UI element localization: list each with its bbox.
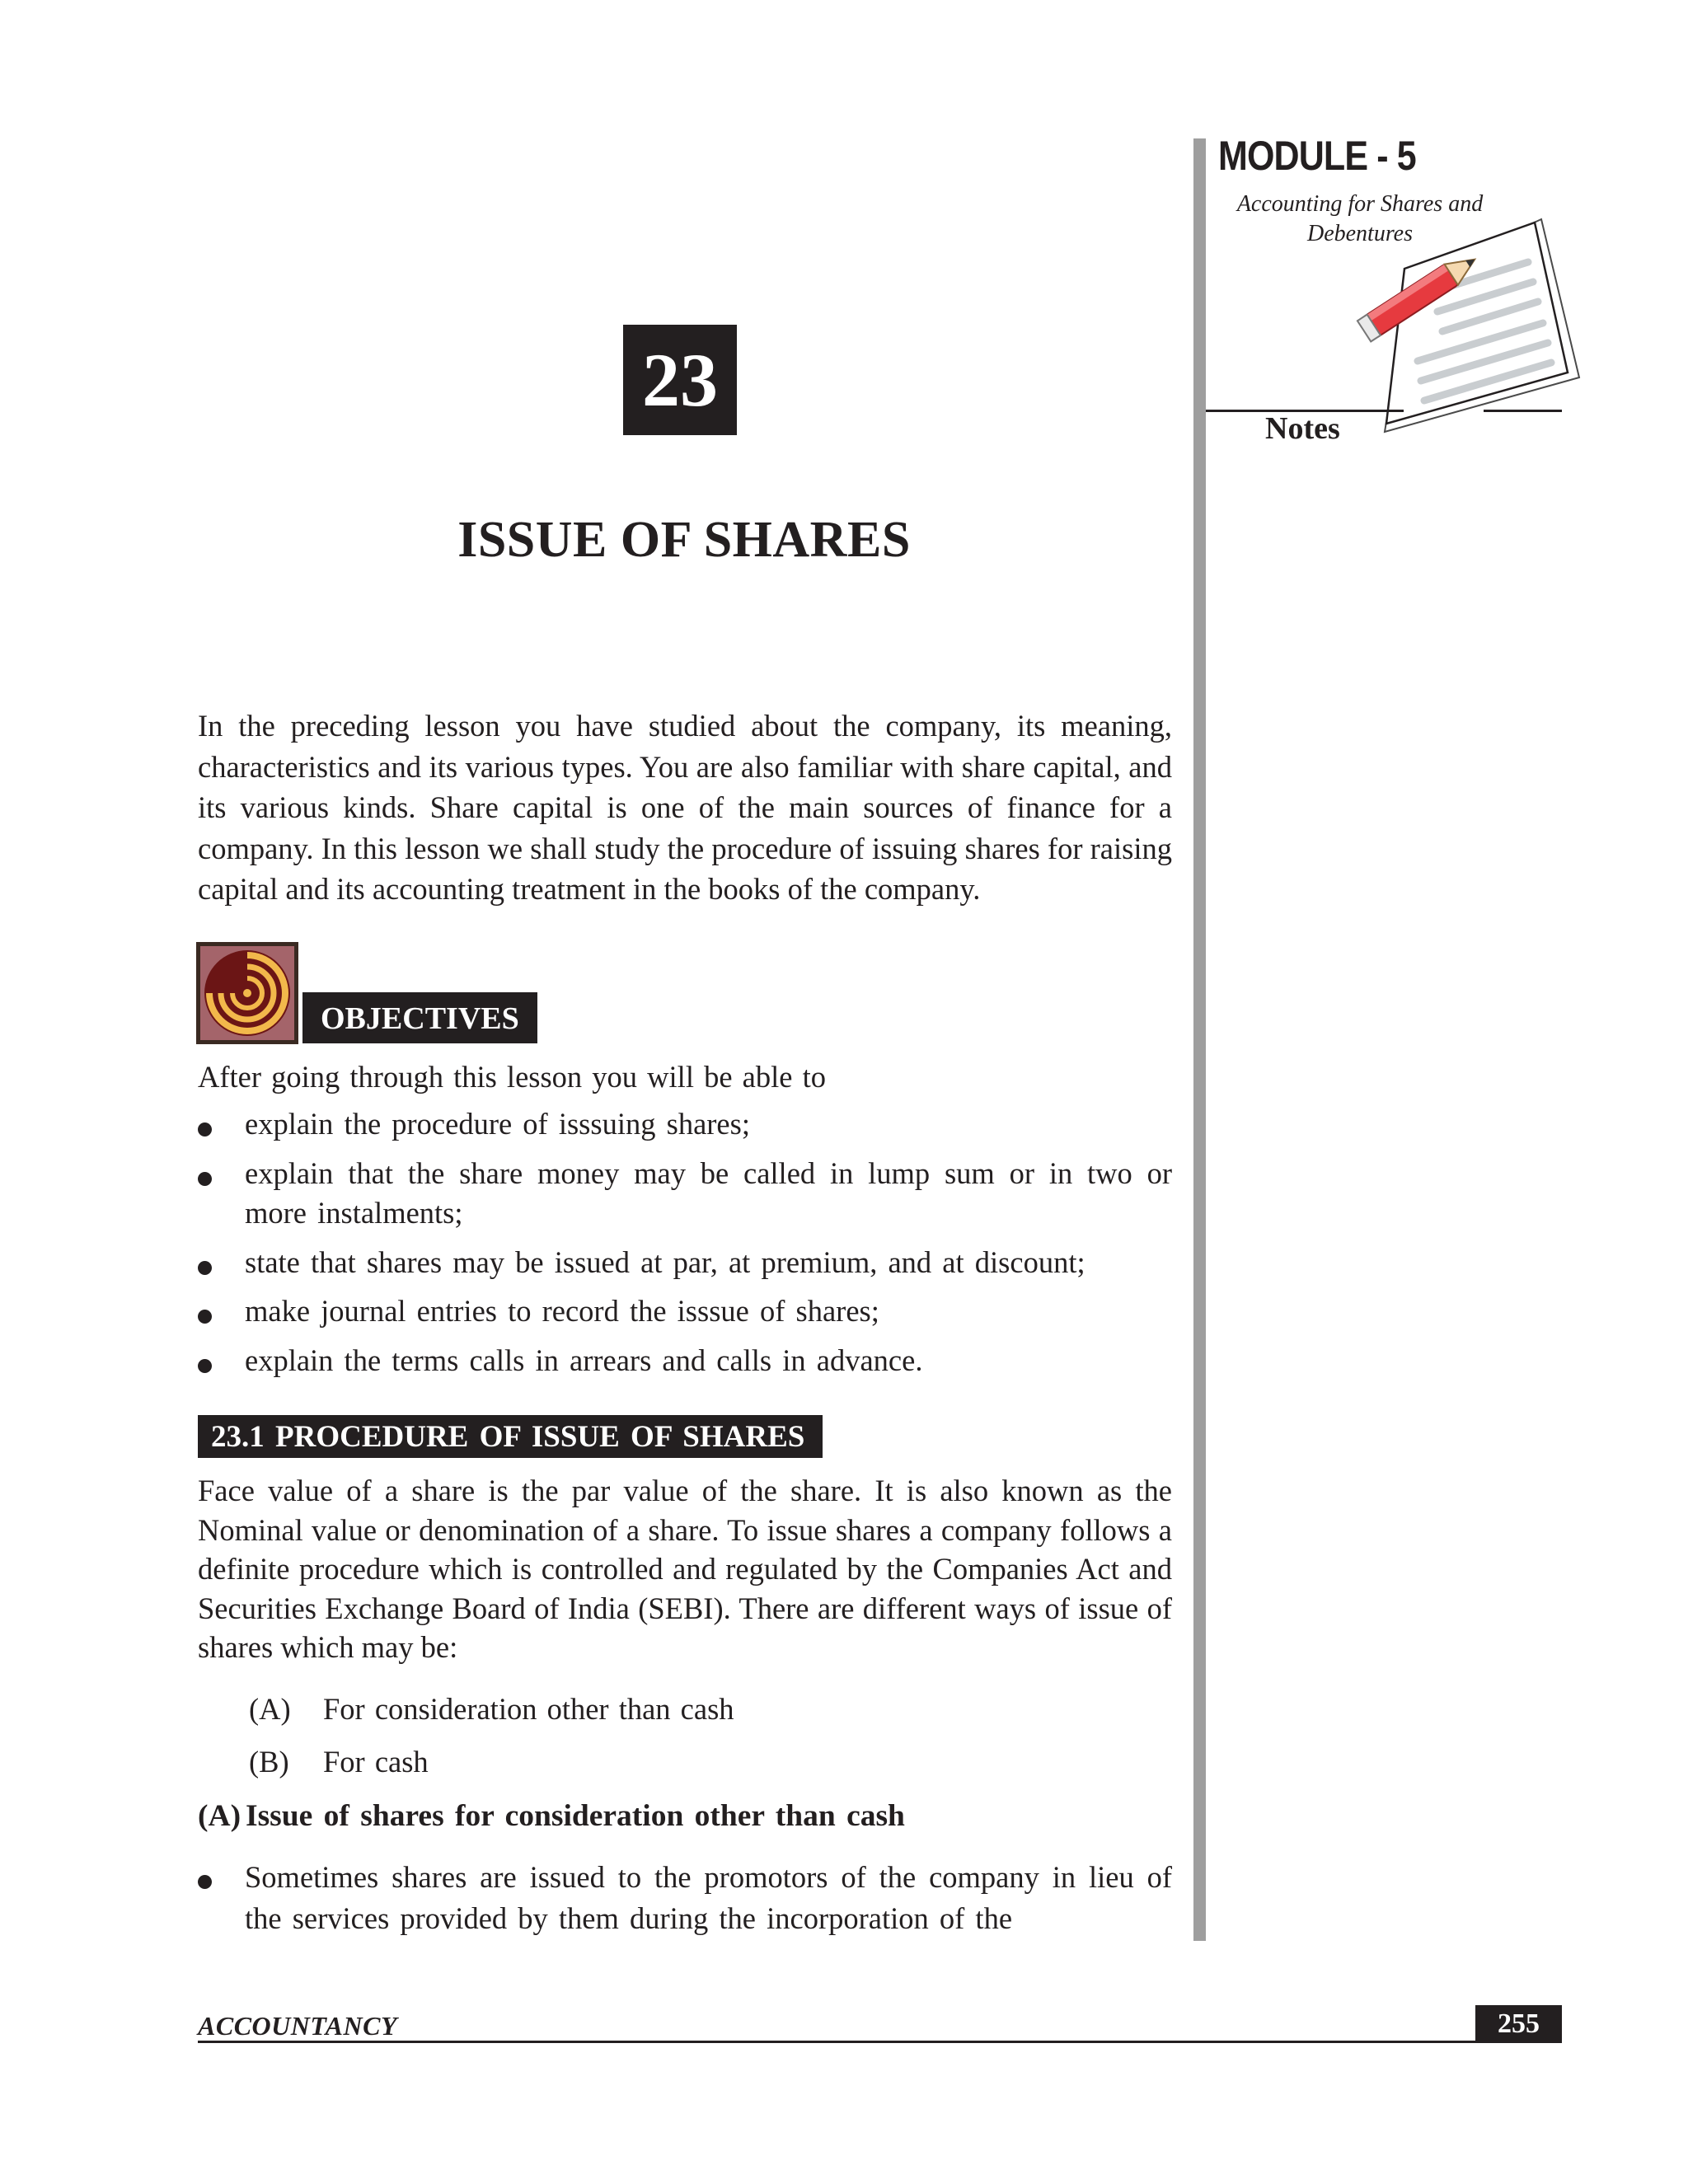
objectives-intro: After going through this lesson you will be able to	[198, 1060, 826, 1094]
options-list	[249, 1683, 734, 1788]
footer-rule	[198, 2041, 1562, 2043]
chapter-title: ISSUE OF SHARES	[457, 512, 911, 568]
list-item: state that shares may be issued at par, at premium, and at discount;	[198, 1243, 1172, 1283]
objectives-list	[198, 1104, 1172, 1390]
list-item: (A) For consideration other than cash	[249, 1692, 734, 1726]
intro-paragraph: In the preceding lesson you have studied about the company, its meaning, characteristics and its various types. You are also familiar with share capital, and its various kinds. Share capital is one of the main sources of finance for a company. In this lesson we shall study the procedure of issuing shares for raising capital and its accounting treatment in the books of the company.	[198, 709, 1172, 906]
bullet-icon	[198, 1359, 212, 1373]
list-item: (B) For cash	[249, 1745, 429, 1779]
section-bullet-list	[198, 1857, 1172, 1938]
bullet-icon	[198, 1310, 212, 1324]
list-item: make journal entries to record the isssue of shares;	[198, 1291, 1172, 1332]
list-item: explain that the share money may be called in lump sum or in two or more instalments;	[198, 1154, 1172, 1234]
notes-rule-right	[1484, 410, 1562, 412]
bullet-icon	[198, 1261, 212, 1275]
list-item: explain the procedure of isssuing shares;	[198, 1104, 1172, 1145]
page-number: 255	[1475, 2005, 1562, 2041]
module-subtitle-line1: Accounting for Shares and	[1236, 191, 1484, 217]
bullet-icon	[198, 1875, 212, 1889]
bullet-icon	[198, 1172, 212, 1186]
margin-rule	[1193, 138, 1206, 1941]
section-heading: 23.1 PROCEDURE OF ISSUE OF SHARES	[198, 1415, 823, 1458]
list-item: Sometimes shares are issued to the promotors of the company in lieu of the services provided by them during the incorporation of the	[198, 1857, 1172, 1938]
objectives-target-icon	[196, 942, 298, 1044]
chapter-number: 23	[623, 325, 737, 435]
module-title: MODULE - 5	[1218, 133, 1416, 179]
section-paragraph: Face value of a share is the par value of the share. It is also known as the Nominal value or denomination of a share. To issue shares a company follows a definite procedure which is controlled and regulated by the Companies Act and Securities Exchange Board of India (SEBI). There are different ways of issue of shares which may be:	[198, 1474, 1172, 1664]
bullet-icon	[198, 1122, 212, 1137]
list-item: explain the terms calls in arrears and calls in advance.	[198, 1341, 1172, 1381]
subheading: (A) Issue of shares for consideration other than cash	[198, 1799, 905, 1833]
notepad-pencil-icon	[1352, 216, 1582, 447]
notes-label: Notes	[1265, 411, 1340, 446]
footer-title: ACCOUNTANCY	[198, 2011, 397, 2041]
module-subtitle-line2: Debentures	[1306, 221, 1414, 246]
objectives-label: OBJECTIVES	[302, 992, 537, 1043]
